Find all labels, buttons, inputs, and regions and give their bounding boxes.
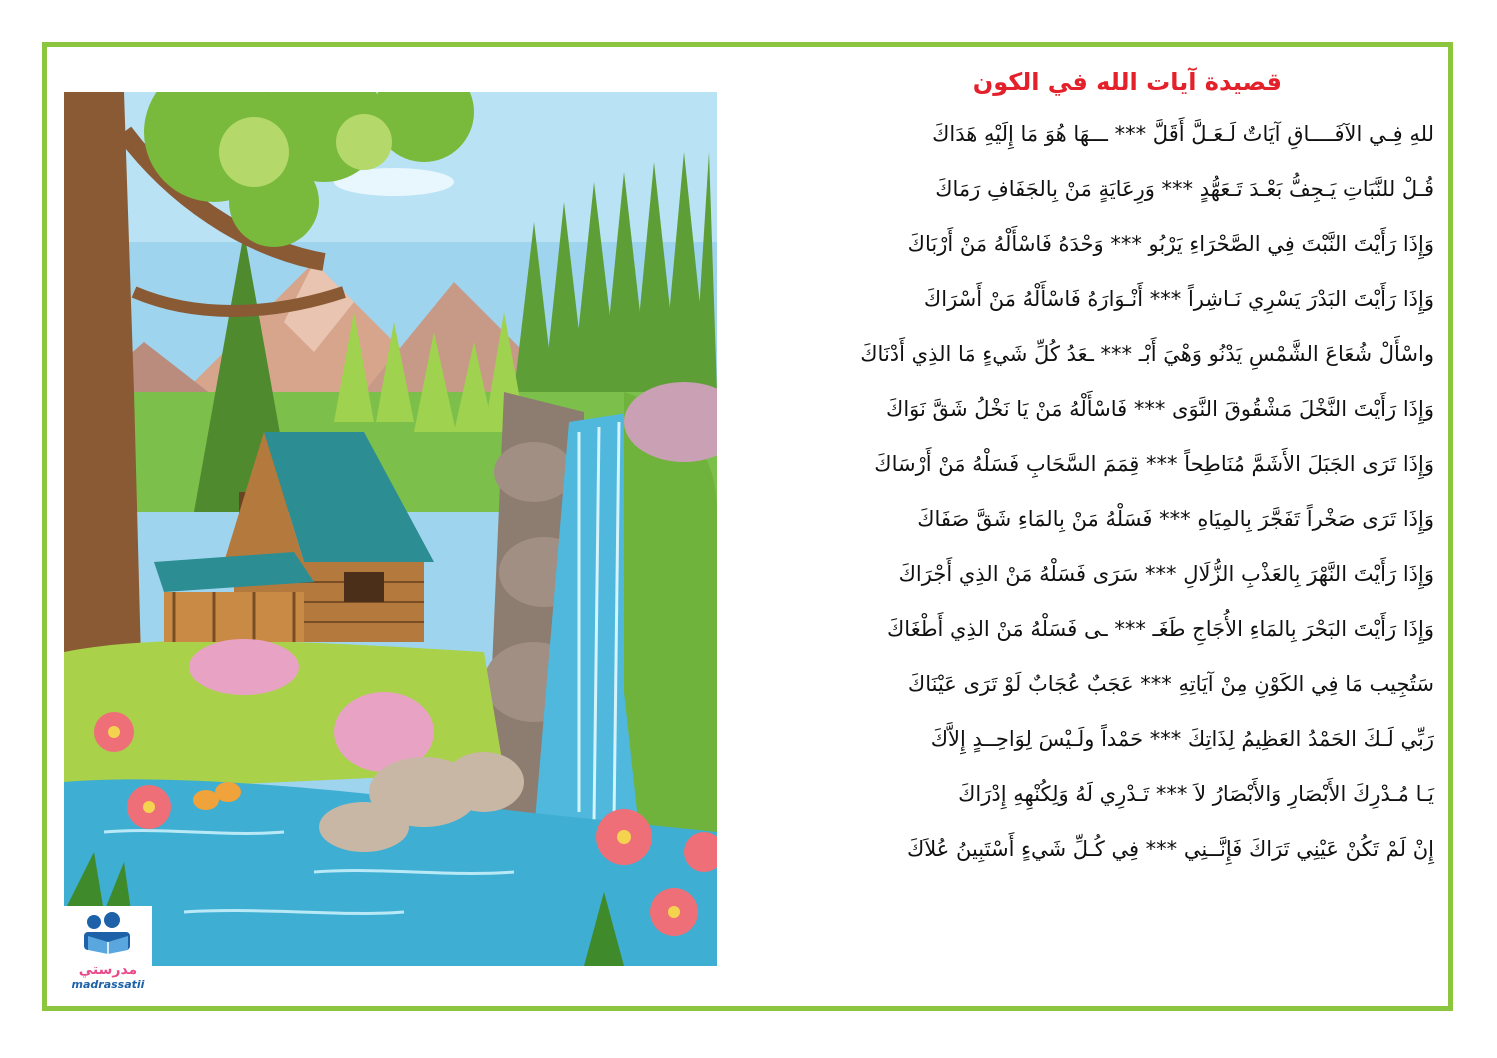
poem-verse: إِنْ لَمْ تَكُنْ عَيْنِي تَرَاكَ فَإِنَّــنِي *** فِي كُـلِّ شَيءٍ أَسْتَبِينُ عُلاَكَ (906, 837, 1434, 861)
poem-verse: وَإِذَا تَرَى صَخْراً تَفَجَّرَ بِالمِيَاهِ *** فَسَلْهُ مَنْ بِالمَاءِ شَقَّ صَفَاكَ (917, 507, 1434, 531)
poem-title: قصيدة آيات الله في الكون (972, 68, 1282, 96)
reading-child-icon (64, 906, 152, 962)
poem-verse: وَإِذَا رَأَيْتَ البَحْرَ بِالمَاءِ الأُجَاجِ طَغَـ *** ـى فَسَلْهُ مَنْ الذِي أَطْغَاكَ (887, 617, 1434, 641)
poem-verse: قُـلْ للنَّبَاتِ يَـجِفُّ بَعْـدَ تَـعَهُّدٍ *** وَرِعَايَةٍ مَنْ بِالجَفَافِ رَمَاكَ (935, 177, 1434, 201)
poem-verse: رَبِّي لَـكَ الحَمْدُ العَظِيمُ لِذَاتِكَ *** حَمْداً ولَـيْسَ لِوَاحِــدٍ إِلاَّكَ (930, 727, 1434, 751)
poem-verse: وَإِذَا رَأَيْتَ النَّبْتَ فِي الصَّحْرَاءِ يَرْبُو *** وَحْدَهُ فَاسْأَلْهُ مَنْ أَرْبَاكَ (907, 232, 1434, 256)
poem-verse: للهِ فِـي الآفَــــاقِ آيَاتٌ لَـعَـلَّ أَقَلَّ *** ـــهَا هُوَ مَا إِلَيْهِ هَدَاكَ (932, 122, 1434, 146)
poem-verse: وَإِذَا رَأَيْتَ النَّهْرَ بِالعَذْبِ الزُّلَالِ *** سَرَى فَسَلْهُ مَنْ الذِي أَجْرَاكَ (898, 562, 1434, 586)
poem-verse: يَـا مُـدْرِكَ الأَبْصَارِ وَالأَبْصَارُ لاَ *** تَـدْرِي لَهُ وَلِكُنْهِهِ إِدْرَاكَ (958, 782, 1434, 806)
logo-latin-text: madrassatii (71, 978, 145, 991)
poem-verse: وَإِذَا تَرَى الجَبَلَ الأَشَمَّ مُنَاطِحاً *** قِمَمَ السَّحَابِ فَسَلْهُ مَنْ أَرْسَاكَ (874, 452, 1434, 476)
poem-verse: وَإِذَا رَأَيْتَ النَّخْلَ مَشْقُوقَ النَّوَى *** فَاسْأَلْهُ مَنْ يَا نَخْلُ شَقَّ نَوَاكَ (886, 397, 1434, 421)
poem-verse: سَتُجِيب مَا فِي الكَوْنِ مِنْ آيَاتِهِ *** عَجَبٌ عُجَابٌ لَوْ تَرَى عَيْنَاكَ (907, 672, 1434, 696)
waterfall-cabin-illustration (64, 92, 717, 966)
madrassatii-logo (64, 906, 152, 992)
poem-verse: واسْأَلْ شُعَاعَ الشَّمْسِ يَدْنُو وَهْيَ أَبْـ *** ـعَدُ كُلِّ شَيءٍ مَا الذِي أَدْنَاكَ (860, 342, 1434, 366)
logo-arabic-text: مدرستي (78, 962, 138, 978)
poem-verse: وَإِذَا رَأَيْتَ البَدْرَ يَسْرِي نَـاشِراً *** أَنْـوَارَهُ فَاسْأَلْهُ مَنْ أَسْرَاكَ (923, 287, 1434, 311)
